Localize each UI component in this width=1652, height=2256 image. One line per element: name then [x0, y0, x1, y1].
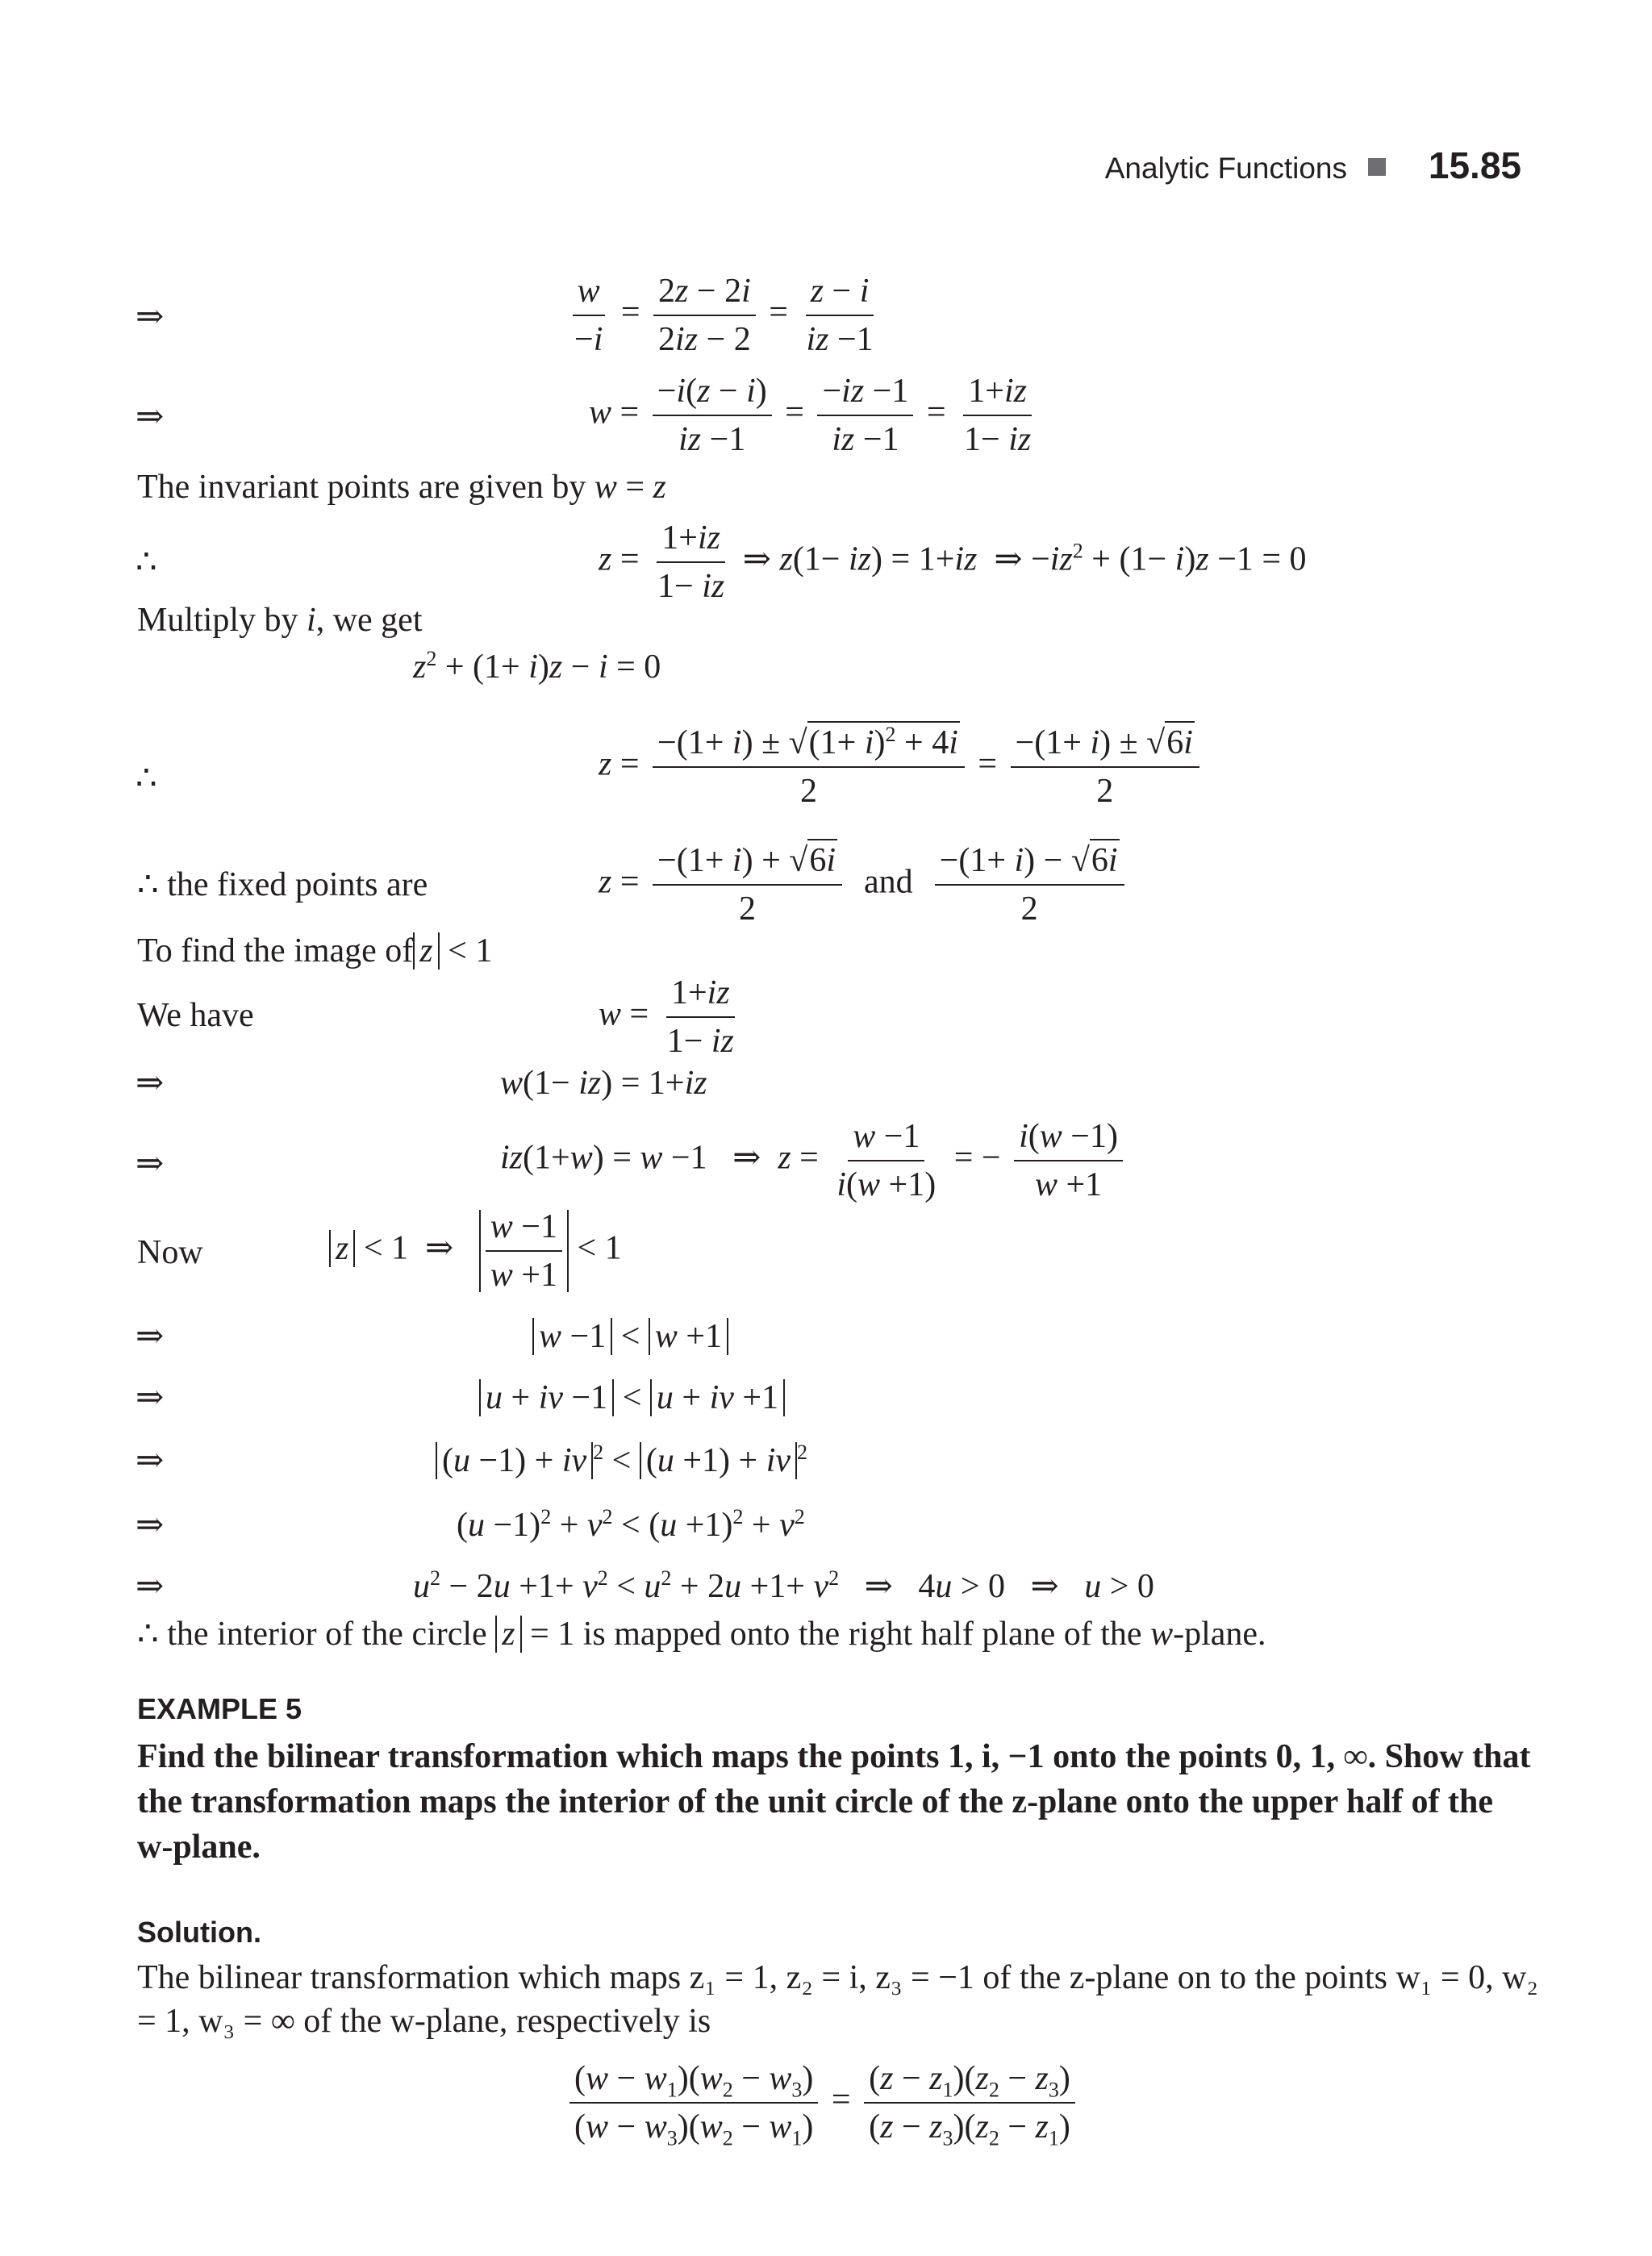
equation-12: u + iv −1 < u + iv +1: [479, 1381, 785, 1415]
we-have-text: We have: [137, 997, 254, 1034]
equation-9: iz(1+w) = w −1 ⇒ z = $\frac{w -1}{i(w +1)}$ = − $\frac{i(w -1)}{w +1}$: [500, 1120, 1128, 1202]
implies-symbol: ⇒: [136, 1065, 165, 1102]
running-header-title: Analytic Functions: [1104, 152, 1347, 185]
therefore-symbol: ∴: [136, 544, 157, 581]
therefore-symbol: ∴: [136, 760, 157, 797]
equation-14: $(u -1)^2 + v^2 < (u +1)^2 + v^2$: [457, 1505, 805, 1544]
multiply-text: Multiply by i, we get: [137, 602, 423, 639]
implies-symbol: ⇒: [136, 1568, 165, 1605]
to-find-text: To find the image of z < 1: [137, 932, 493, 970]
implies-symbol: ⇒: [136, 1379, 165, 1416]
equation-11: w −1 < w +1: [532, 1320, 728, 1353]
solution-text: The bilinear transformation which maps z₁ = 1, z₂ = i, z₃ = −1 of the z-plane on to the points w₁ = 0, w₂ = 1, w₃ = ∞ of the w-plane, respectively is: [137, 1959, 1539, 2040]
header-square-icon: [1368, 158, 1386, 176]
implies-symbol: ⇒: [136, 1145, 165, 1182]
fixed-points-text: ∴ the fixed points are: [137, 866, 428, 903]
invariant-points-text: The invariant points are given by w = z: [137, 469, 666, 506]
equation-7: w = $\frac{1+iz}{1- iz}$: [599, 974, 734, 1060]
equation-15: $u^2 - 2u +1+ v^2 < u^2 + 2u +1+ v^2$ ⇒ 4u > 0 ⇒ u > 0: [413, 1566, 1154, 1605]
equation-13: (u −1) + iv $^2$ < (u +1) + iv $^2$: [436, 1444, 807, 1478]
equation-3: z = $\frac{1+iz}{1- iz}$ ⇒ z(1− iz) = 1+iz ⇒ $-iz^2 + (1- i)z -1 = 0$: [599, 519, 1307, 605]
equation-4: $z^2 + (1+ i)z - i = 0$: [413, 647, 661, 686]
now-text: Now: [137, 1234, 203, 1271]
implies-symbol: ⇒: [136, 398, 165, 436]
equation-2: w = $\frac{-i(z - i)}{iz -1}$ = $\frac{-iz -1}{iz -1}$ = $\frac{1+iz}{1- iz}$: [589, 373, 1032, 458]
example-heading: EXAMPLE 5: [137, 1692, 302, 1725]
implies-symbol: ⇒: [136, 298, 165, 336]
implies-symbol: ⇒: [136, 1442, 165, 1479]
equation-1: $\frac{w}{-i}$ = $\frac{2z - 2i}{2iz - 2}$ = $\frac{z - i}{iz -1}$: [565, 274, 883, 357]
interior-conclusion: ∴ the interior of the circle z = 1 is mapped onto the right half plane of the w-plane.: [137, 1616, 1266, 1653]
equation-6: z = $\frac{-(1+ i) + √6i}{2}$ and $\frac{-(1+ i) - √6i}{2}$: [599, 844, 1129, 926]
equation-5: z = $\frac{-(1+ i) \pm √(1+ i)^2 + 4i}{2}$ = $\frac{-(1+ i) \pm √6i}{2}$: [599, 726, 1204, 808]
cross-ratio-equation: $\frac{(w - w_1)(w_2 - w_3)}{(w - w_3)(w_2 - w_1)}$ = $\frac{(z - z_1)(z_2 - z_3)}{(z - z_3)(z_2 - z_1)}$: [565, 2062, 1080, 2144]
implies-symbol: ⇒: [136, 1507, 165, 1544]
example-problem: Find the bilinear transformation which maps the points 1, i, −1 onto the points 0, 1, ∞. Show that the transformation maps the interior of the unit circle of the z-plane onto the upper half of the w-plane.: [137, 1738, 1531, 1866]
implies-symbol: ⇒: [136, 1318, 165, 1355]
solution-heading: Solution.: [137, 1916, 261, 1949]
equation-8: w(1− iz) = 1+iz: [500, 1065, 707, 1102]
page-number: 15.85: [1428, 144, 1521, 186]
equation-10: z < 1 ⇒ $\frac{w -1}{w +1}$ < 1: [329, 1210, 622, 1292]
